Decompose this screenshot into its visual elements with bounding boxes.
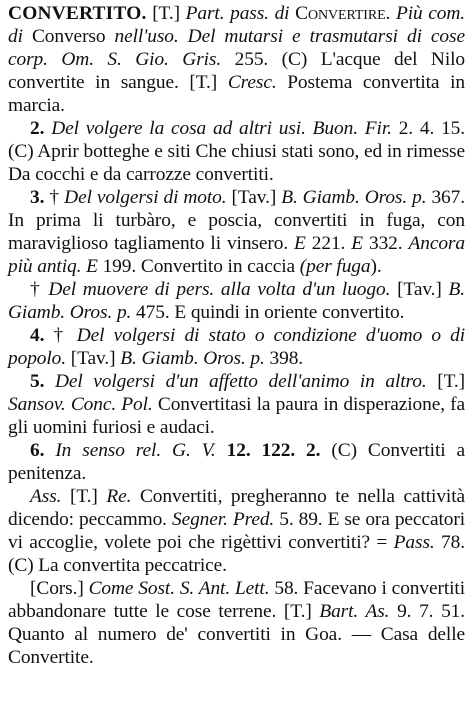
text-segment: 4. bbox=[30, 325, 54, 346]
text-segment: 5. 89. E se ora peccatori vi accoglie, volete poi che rigèttivi convertiti? = bbox=[8, 509, 465, 553]
text-segment: . bbox=[385, 3, 396, 24]
text-segment: 255. (C) L'acque del Nilo convertite in sangue. [T.] bbox=[8, 49, 465, 93]
text-segment: 221. bbox=[311, 233, 352, 254]
text-segment: Sansov. Conc. Pol. bbox=[8, 394, 158, 415]
text-segment: Part. pass. di bbox=[185, 3, 296, 24]
text-segment: [Tav.] bbox=[231, 187, 282, 208]
text-segment: 3. bbox=[30, 187, 50, 208]
text-segment: 58. Facevano i convertiti abbandonare tutte le cose terrene. [T.] bbox=[8, 578, 465, 622]
text-segment: Ass. bbox=[30, 486, 70, 507]
text-segment: 5. bbox=[30, 371, 55, 392]
text-segment: 332. bbox=[368, 233, 409, 254]
sense-paragraph bbox=[8, 577, 465, 669]
text-segment: B. Giamb. Oros. p. bbox=[281, 187, 432, 208]
text-segment: Convertire bbox=[295, 3, 386, 24]
text-segment: [T.] bbox=[437, 371, 465, 392]
text-segment: 9. 7. 51. Quanto al numero de' convertiti in Goa. — Casa delle Convertite. bbox=[8, 601, 466, 668]
text-segment: B. Giamb. Oros. p. bbox=[120, 348, 270, 369]
text-segment: † bbox=[30, 279, 49, 300]
text-segment: Del volgersi di stato o condizione d'uomo o di popolo. bbox=[8, 325, 466, 369]
text-segment: Pass. bbox=[393, 532, 442, 553]
text-segment: 475. E quindi in oriente convertito. bbox=[136, 302, 405, 323]
text-segment: [T.] bbox=[69, 486, 107, 507]
text-segment: In senso rel. G. V. bbox=[55, 440, 227, 461]
text-segment: ). bbox=[370, 256, 382, 277]
text-segment: 367. In prima li turbàro, e poscia, convertiti in fuga, con maraviglioso tagliamento li vinsero. bbox=[8, 187, 465, 254]
text-segment: Convertiti, pregheranno te nella cattività dicendo: peccammo. bbox=[8, 486, 465, 530]
sense-paragraph bbox=[8, 485, 465, 577]
text-segment: Del volgersi d'un affetto dell'animo in altro. bbox=[54, 371, 438, 392]
text-segment: 199. Convertito in caccia bbox=[102, 256, 300, 277]
text-segment: 6. bbox=[30, 440, 56, 461]
text-segment: B. Giamb. Oros. p. bbox=[8, 279, 465, 323]
text-segment: Più com. di bbox=[8, 3, 465, 47]
text-segment: Postema convertita in marcia. bbox=[8, 72, 465, 116]
text-segment: (per fuga bbox=[299, 256, 371, 277]
headword: CONVERTITO. bbox=[8, 3, 147, 24]
sense-paragraph bbox=[8, 370, 465, 439]
sense-paragraph bbox=[8, 117, 465, 186]
text-segment: Del volgere la cosa ad altri usi. Buon. Fir. bbox=[51, 118, 399, 139]
text-segment: Re. bbox=[106, 486, 140, 507]
text-segment: [T.] bbox=[152, 3, 186, 24]
text-segment: 12. 122. 2. bbox=[226, 440, 332, 461]
text-segment: Del volgersi di moto. bbox=[64, 187, 232, 208]
text-segment: Del muovere di pers. alla volta d'un luogo. bbox=[48, 279, 398, 300]
text-segment: 398. bbox=[269, 348, 304, 369]
text-segment: (C) Convertiti a penitenza. bbox=[8, 440, 466, 484]
text-segment: Cresc. bbox=[227, 72, 288, 93]
text-segment: nell'uso. Del mutarsi e trasmutarsi di cose corp. Om. S. Gio. Gris. bbox=[8, 26, 465, 70]
sense-paragraph bbox=[8, 324, 465, 370]
text-segment: Convertitasi la paura in disperazione, fa gli uomini furiosi e audaci. bbox=[8, 394, 465, 438]
text-segment: [Tav.] bbox=[70, 348, 121, 369]
text-segment: E bbox=[351, 233, 369, 254]
text-segment: [Tav.] bbox=[397, 279, 449, 300]
text-segment: Converso bbox=[31, 26, 115, 47]
text-segment: † bbox=[49, 187, 65, 208]
sense-paragraph bbox=[8, 439, 465, 485]
text-segment: 2. bbox=[30, 118, 52, 139]
text-segment: Ancora più antiq. E bbox=[8, 233, 465, 277]
text-segment: E bbox=[294, 233, 312, 254]
text-segment: Come Sost. S. Ant. Lett. bbox=[88, 578, 275, 599]
text-segment: 78. (C) La convertita peccatrice. bbox=[8, 532, 465, 576]
sense-paragraph bbox=[8, 278, 465, 324]
text-segment: Bart. As. bbox=[319, 601, 398, 622]
text-segment: 2. 4. 15. (C) Aprir botteghe e siti Che chiusi stati sono, ed in rimesse Da cocchi e da carrozze convertiti. bbox=[8, 118, 466, 185]
text-segment: Segner. Pred. bbox=[171, 509, 280, 530]
entry-paragraph bbox=[8, 2, 465, 117]
text-segment: [Cors.] bbox=[30, 578, 89, 599]
text-segment: † bbox=[53, 325, 77, 346]
sense-paragraph bbox=[8, 186, 465, 278]
